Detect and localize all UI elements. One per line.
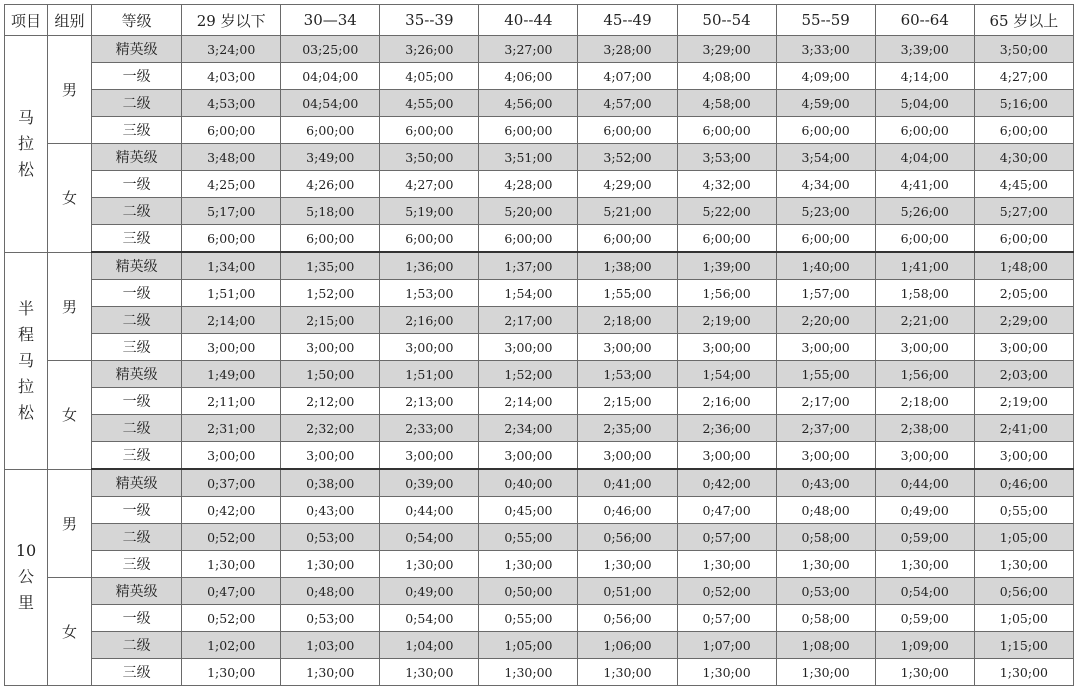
time-cell: 5;23;00 <box>776 198 875 225</box>
event-name-cell <box>5 36 48 253</box>
time-cell: 1;30;00 <box>578 659 677 686</box>
event-name-char: 松 <box>18 402 35 422</box>
time-cell: 5;16;00 <box>974 90 1073 117</box>
time-cell: 3;50;00 <box>380 144 479 171</box>
grade-cell: 精英级 <box>92 36 182 63</box>
time-cell: 4;07;00 <box>578 63 677 90</box>
header-cell: 29 岁以下 <box>182 5 281 36</box>
time-cell: 0;52;00 <box>182 524 281 551</box>
time-cell: 1;30;00 <box>776 659 875 686</box>
time-cell: 2;32;00 <box>281 415 380 442</box>
time-cell: 4;14;00 <box>875 63 974 90</box>
time-cell: 0;49;00 <box>875 497 974 524</box>
time-cell: 0;46;00 <box>974 469 1073 497</box>
grade-cell: 精英级 <box>92 469 182 497</box>
time-cell: 3;48;00 <box>182 144 281 171</box>
time-cell: 3;00;00 <box>776 334 875 361</box>
time-cell: 2;18;00 <box>875 388 974 415</box>
time-cell: 4;41;00 <box>875 171 974 198</box>
header-cell: 60--64 <box>875 5 974 36</box>
time-cell: 1;09;00 <box>875 632 974 659</box>
time-cell: 0;54;00 <box>380 524 479 551</box>
event-name-char: 程 <box>18 324 35 344</box>
time-cell: 1;38;00 <box>578 252 677 280</box>
time-cell: 1;54;00 <box>479 280 578 307</box>
time-cell: 1;30;00 <box>677 551 776 578</box>
table-row <box>5 225 1074 253</box>
time-cell: 6;00;00 <box>380 225 479 253</box>
table-row <box>5 442 1074 470</box>
table-row <box>5 605 1074 632</box>
table-row <box>5 551 1074 578</box>
time-cell: 2;05;00 <box>974 280 1073 307</box>
time-cell: 1;40;00 <box>776 252 875 280</box>
time-cell: 3;00;00 <box>182 334 281 361</box>
time-cell: 1;30;00 <box>380 659 479 686</box>
time-cell: 0;39;00 <box>380 469 479 497</box>
time-cell: 0;53;00 <box>281 605 380 632</box>
time-cell: 0;53;00 <box>281 524 380 551</box>
time-cell: 4;45;00 <box>974 171 1073 198</box>
time-cell: 4;27;00 <box>974 63 1073 90</box>
time-cell: 0;50;00 <box>479 578 578 605</box>
time-cell: 04;54;00 <box>281 90 380 117</box>
time-cell: 1;06;00 <box>578 632 677 659</box>
time-cell: 5;04;00 <box>875 90 974 117</box>
gender-cell: 女 <box>48 361 92 470</box>
time-cell: 1;30;00 <box>875 659 974 686</box>
time-cell: 2;20;00 <box>776 307 875 334</box>
time-cell: 1;56;00 <box>677 280 776 307</box>
time-cell: 1;04;00 <box>380 632 479 659</box>
standards-table <box>4 4 1074 686</box>
time-cell: 1;30;00 <box>182 659 281 686</box>
time-cell: 0;40;00 <box>479 469 578 497</box>
time-cell: 2;14;00 <box>479 388 578 415</box>
time-cell: 4;28;00 <box>479 171 578 198</box>
time-cell: 1;30;00 <box>479 551 578 578</box>
time-cell: 1;37;00 <box>479 252 578 280</box>
time-cell: 3;33;00 <box>776 36 875 63</box>
time-cell: 4;29;00 <box>578 171 677 198</box>
time-cell: 1;57;00 <box>776 280 875 307</box>
time-cell: 1;52;00 <box>281 280 380 307</box>
time-cell: 3;27;00 <box>479 36 578 63</box>
time-cell: 0;49;00 <box>380 578 479 605</box>
time-cell: 0;42;00 <box>677 469 776 497</box>
grade-cell: 三级 <box>92 442 182 470</box>
header-cell: 50--54 <box>677 5 776 36</box>
grade-cell: 一级 <box>92 280 182 307</box>
time-cell: 0;43;00 <box>776 469 875 497</box>
time-cell: 0;55;00 <box>479 605 578 632</box>
time-cell: 6;00;00 <box>974 117 1073 144</box>
time-cell: 2;16;00 <box>677 388 776 415</box>
time-cell: 4;26;00 <box>281 171 380 198</box>
time-cell: 5;27;00 <box>974 198 1073 225</box>
grade-cell: 三级 <box>92 551 182 578</box>
time-cell: 1;50;00 <box>281 361 380 388</box>
table-row <box>5 280 1074 307</box>
time-cell: 6;00;00 <box>677 225 776 253</box>
time-cell: 2;37;00 <box>776 415 875 442</box>
grade-cell: 三级 <box>92 659 182 686</box>
time-cell: 3;00;00 <box>677 334 776 361</box>
time-cell: 1;30;00 <box>974 551 1073 578</box>
time-cell: 3;54;00 <box>776 144 875 171</box>
time-cell: 4;55;00 <box>380 90 479 117</box>
table-row <box>5 469 1074 497</box>
table-row <box>5 632 1074 659</box>
time-cell: 0;53;00 <box>776 578 875 605</box>
time-cell: 0;47;00 <box>182 578 281 605</box>
time-cell: 4;05;00 <box>380 63 479 90</box>
time-cell: 4;32;00 <box>677 171 776 198</box>
time-cell: 0;37;00 <box>182 469 281 497</box>
time-cell: 0;59;00 <box>875 524 974 551</box>
time-cell: 1;41;00 <box>875 252 974 280</box>
grade-cell: 二级 <box>92 198 182 225</box>
time-cell: 0;48;00 <box>281 578 380 605</box>
time-cell: 1;54;00 <box>677 361 776 388</box>
time-cell: 3;39;00 <box>875 36 974 63</box>
header-cell: 等级 <box>92 5 182 36</box>
table-row <box>5 361 1074 388</box>
grade-cell: 一级 <box>92 605 182 632</box>
time-cell: 3;00;00 <box>380 334 479 361</box>
time-cell: 3;28;00 <box>578 36 677 63</box>
table-row <box>5 171 1074 198</box>
time-cell: 1;51;00 <box>182 280 281 307</box>
time-cell: 3;00;00 <box>875 334 974 361</box>
time-cell: 3;24;00 <box>182 36 281 63</box>
grade-cell: 一级 <box>92 497 182 524</box>
table-row <box>5 144 1074 171</box>
time-cell: 0;55;00 <box>479 524 578 551</box>
grade-cell: 二级 <box>92 524 182 551</box>
time-cell: 0;56;00 <box>578 605 677 632</box>
time-cell: 1;55;00 <box>776 361 875 388</box>
time-cell: 0;43;00 <box>281 497 380 524</box>
time-cell: 0;42;00 <box>182 497 281 524</box>
event-name-char: 10 <box>15 541 37 561</box>
gender-cell: 女 <box>48 144 92 253</box>
header-cell: 55--59 <box>776 5 875 36</box>
table-row <box>5 198 1074 225</box>
time-cell: 0;54;00 <box>380 605 479 632</box>
time-cell: 0;47;00 <box>677 497 776 524</box>
time-cell: 6;00;00 <box>974 225 1073 253</box>
time-cell: 2;18;00 <box>578 307 677 334</box>
time-cell: 3;29;00 <box>677 36 776 63</box>
time-cell: 0;54;00 <box>875 578 974 605</box>
time-cell: 1;58;00 <box>875 280 974 307</box>
time-cell: 0;56;00 <box>974 578 1073 605</box>
time-cell: 2;19;00 <box>677 307 776 334</box>
header-cell: 组别 <box>48 5 92 36</box>
time-cell: 1;30;00 <box>182 551 281 578</box>
table-row <box>5 334 1074 361</box>
time-cell: 1;05;00 <box>974 524 1073 551</box>
time-cell: 1;34;00 <box>182 252 281 280</box>
grade-cell: 二级 <box>92 90 182 117</box>
time-cell: 2;34;00 <box>479 415 578 442</box>
time-cell: 4;30;00 <box>974 144 1073 171</box>
time-cell: 6;00;00 <box>677 117 776 144</box>
time-cell: 2;11;00 <box>182 388 281 415</box>
table-row <box>5 388 1074 415</box>
time-cell: 6;00;00 <box>182 117 281 144</box>
time-cell: 3;51;00 <box>479 144 578 171</box>
time-cell: 3;00;00 <box>281 442 380 470</box>
time-cell: 3;50;00 <box>974 36 1073 63</box>
time-cell: 0;52;00 <box>182 605 281 632</box>
time-cell: 6;00;00 <box>281 225 380 253</box>
time-cell: 1;53;00 <box>578 361 677 388</box>
time-cell: 2;15;00 <box>281 307 380 334</box>
grade-cell: 精英级 <box>92 361 182 388</box>
table-row <box>5 659 1074 686</box>
time-cell: 6;00;00 <box>479 225 578 253</box>
time-cell: 1;07;00 <box>677 632 776 659</box>
grade-cell: 三级 <box>92 225 182 253</box>
time-cell: 1;30;00 <box>578 551 677 578</box>
time-cell: 0;48;00 <box>776 497 875 524</box>
table-row <box>5 252 1074 280</box>
time-cell: 2;29;00 <box>974 307 1073 334</box>
time-cell: 3;49;00 <box>281 144 380 171</box>
time-cell: 4;06;00 <box>479 63 578 90</box>
time-cell: 0;45;00 <box>479 497 578 524</box>
table-row <box>5 578 1074 605</box>
time-cell: 0;58;00 <box>776 605 875 632</box>
time-cell: 0;56;00 <box>578 524 677 551</box>
event-name-cell <box>5 252 48 469</box>
time-cell: 6;00;00 <box>875 225 974 253</box>
time-cell: 0;44;00 <box>380 497 479 524</box>
event-name-char: 马 <box>18 107 35 127</box>
time-cell: 6;00;00 <box>776 225 875 253</box>
time-cell: 1;49;00 <box>182 361 281 388</box>
time-cell: 1;05;00 <box>479 632 578 659</box>
event-name-char: 半 <box>18 298 35 318</box>
gender-cell: 男 <box>48 469 92 578</box>
event-name-cell <box>5 469 48 686</box>
time-cell: 1;48;00 <box>974 252 1073 280</box>
time-cell: 04;04;00 <box>281 63 380 90</box>
time-cell: 4;25;00 <box>182 171 281 198</box>
time-cell: 2;31;00 <box>182 415 281 442</box>
time-cell: 6;00;00 <box>182 225 281 253</box>
time-cell: 1;36;00 <box>380 252 479 280</box>
time-cell: 1;30;00 <box>875 551 974 578</box>
time-cell: 03;25;00 <box>281 36 380 63</box>
time-cell: 3;52;00 <box>578 144 677 171</box>
time-cell: 3;00;00 <box>875 442 974 470</box>
time-cell: 1;55;00 <box>578 280 677 307</box>
time-cell: 1;30;00 <box>380 551 479 578</box>
grade-cell: 二级 <box>92 632 182 659</box>
event-name-char: 拉 <box>18 133 35 153</box>
time-cell: 1;30;00 <box>281 659 380 686</box>
time-cell: 1;02;00 <box>182 632 281 659</box>
time-cell: 1;05;00 <box>974 605 1073 632</box>
time-cell: 3;00;00 <box>380 442 479 470</box>
time-cell: 2;19;00 <box>974 388 1073 415</box>
time-cell: 4;57;00 <box>578 90 677 117</box>
table-row <box>5 117 1074 144</box>
time-cell: 1;03;00 <box>281 632 380 659</box>
time-cell: 1;35;00 <box>281 252 380 280</box>
grade-cell: 三级 <box>92 334 182 361</box>
time-cell: 3;00;00 <box>578 334 677 361</box>
header-cell: 30—34 <box>281 5 380 36</box>
time-cell: 1;30;00 <box>281 551 380 578</box>
time-cell: 6;00;00 <box>479 117 578 144</box>
time-cell: 0;57;00 <box>677 524 776 551</box>
table-row <box>5 36 1074 63</box>
header-cell: 40--44 <box>479 5 578 36</box>
time-cell: 1;39;00 <box>677 252 776 280</box>
time-cell: 3;53;00 <box>677 144 776 171</box>
time-cell: 0;55;00 <box>974 497 1073 524</box>
time-cell: 6;00;00 <box>281 117 380 144</box>
table-row <box>5 90 1074 117</box>
time-cell: 3;00;00 <box>281 334 380 361</box>
time-cell: 1;30;00 <box>677 659 776 686</box>
time-cell: 2;17;00 <box>479 307 578 334</box>
time-cell: 0;46;00 <box>578 497 677 524</box>
table-row <box>5 307 1074 334</box>
event-name-char: 拉 <box>18 376 35 396</box>
time-cell: 2;33;00 <box>380 415 479 442</box>
header-cell: 65 岁以上 <box>974 5 1073 36</box>
time-cell: 1;30;00 <box>776 551 875 578</box>
time-cell: 0;57;00 <box>677 605 776 632</box>
time-cell: 4;53;00 <box>182 90 281 117</box>
time-cell: 5;21;00 <box>578 198 677 225</box>
time-cell: 1;52;00 <box>479 361 578 388</box>
time-cell: 6;00;00 <box>578 225 677 253</box>
time-cell: 6;00;00 <box>776 117 875 144</box>
time-cell: 6;00;00 <box>380 117 479 144</box>
time-cell: 3;00;00 <box>677 442 776 470</box>
time-cell: 2;41;00 <box>974 415 1073 442</box>
event-name-char: 公 <box>18 567 35 587</box>
time-cell: 2;13;00 <box>380 388 479 415</box>
grade-cell: 二级 <box>92 307 182 334</box>
event-name-char: 里 <box>18 593 35 613</box>
grade-cell: 二级 <box>92 415 182 442</box>
time-cell: 3;00;00 <box>479 334 578 361</box>
table-row <box>5 415 1074 442</box>
time-cell: 1;15;00 <box>974 632 1073 659</box>
time-cell: 0;41;00 <box>578 469 677 497</box>
time-cell: 3;00;00 <box>776 442 875 470</box>
time-cell: 3;26;00 <box>380 36 479 63</box>
table-row <box>5 524 1074 551</box>
time-cell: 1;56;00 <box>875 361 974 388</box>
time-cell: 5;19;00 <box>380 198 479 225</box>
time-cell: 4;27;00 <box>380 171 479 198</box>
time-cell: 3;00;00 <box>578 442 677 470</box>
time-cell: 4;56;00 <box>479 90 578 117</box>
table-row <box>5 63 1074 90</box>
grade-cell: 三级 <box>92 117 182 144</box>
time-cell: 4;09;00 <box>776 63 875 90</box>
time-cell: 2;21;00 <box>875 307 974 334</box>
time-cell: 4;08;00 <box>677 63 776 90</box>
time-cell: 4;04;00 <box>875 144 974 171</box>
time-cell: 4;34;00 <box>776 171 875 198</box>
time-cell: 6;00;00 <box>875 117 974 144</box>
table-row <box>5 497 1074 524</box>
time-cell: 2;35;00 <box>578 415 677 442</box>
time-cell: 2;17;00 <box>776 388 875 415</box>
time-cell: 0;52;00 <box>677 578 776 605</box>
time-cell: 1;53;00 <box>380 280 479 307</box>
time-cell: 2;16;00 <box>380 307 479 334</box>
time-cell: 2;12;00 <box>281 388 380 415</box>
time-cell: 5;18;00 <box>281 198 380 225</box>
time-cell: 6;00;00 <box>578 117 677 144</box>
grade-cell: 精英级 <box>92 578 182 605</box>
grade-cell: 一级 <box>92 171 182 198</box>
time-cell: 5;26;00 <box>875 198 974 225</box>
time-cell: 0;58;00 <box>776 524 875 551</box>
time-cell: 4;58;00 <box>677 90 776 117</box>
time-cell: 1;30;00 <box>974 659 1073 686</box>
time-cell: 2;14;00 <box>182 307 281 334</box>
time-cell: 3;00;00 <box>479 442 578 470</box>
time-cell: 0;38;00 <box>281 469 380 497</box>
time-cell: 0;59;00 <box>875 605 974 632</box>
header-cell: 45--49 <box>578 5 677 36</box>
event-name-char: 马 <box>18 350 35 370</box>
table-body <box>5 36 1074 686</box>
grade-cell: 一级 <box>92 388 182 415</box>
time-cell: 5;20;00 <box>479 198 578 225</box>
time-cell: 5;22;00 <box>677 198 776 225</box>
time-cell: 1;08;00 <box>776 632 875 659</box>
time-cell: 0;44;00 <box>875 469 974 497</box>
header-cell: 项目 <box>5 5 48 36</box>
gender-cell: 女 <box>48 578 92 686</box>
gender-cell: 男 <box>48 252 92 361</box>
time-cell: 2;38;00 <box>875 415 974 442</box>
time-cell: 1;30;00 <box>479 659 578 686</box>
event-name-char: 松 <box>18 159 35 179</box>
time-cell: 3;00;00 <box>974 442 1073 470</box>
time-cell: 3;00;00 <box>974 334 1073 361</box>
grade-cell: 精英级 <box>92 144 182 171</box>
time-cell: 5;17;00 <box>182 198 281 225</box>
time-cell: 2;03;00 <box>974 361 1073 388</box>
time-cell: 1;51;00 <box>380 361 479 388</box>
time-cell: 2;15;00 <box>578 388 677 415</box>
grade-cell: 精英级 <box>92 252 182 280</box>
time-cell: 0;51;00 <box>578 578 677 605</box>
time-cell: 3;00;00 <box>182 442 281 470</box>
time-cell: 4;03;00 <box>182 63 281 90</box>
gender-cell: 男 <box>48 36 92 144</box>
time-cell: 2;36;00 <box>677 415 776 442</box>
header-row <box>5 5 1074 36</box>
time-cell: 4;59;00 <box>776 90 875 117</box>
grade-cell: 一级 <box>92 63 182 90</box>
header-cell: 35--39 <box>380 5 479 36</box>
